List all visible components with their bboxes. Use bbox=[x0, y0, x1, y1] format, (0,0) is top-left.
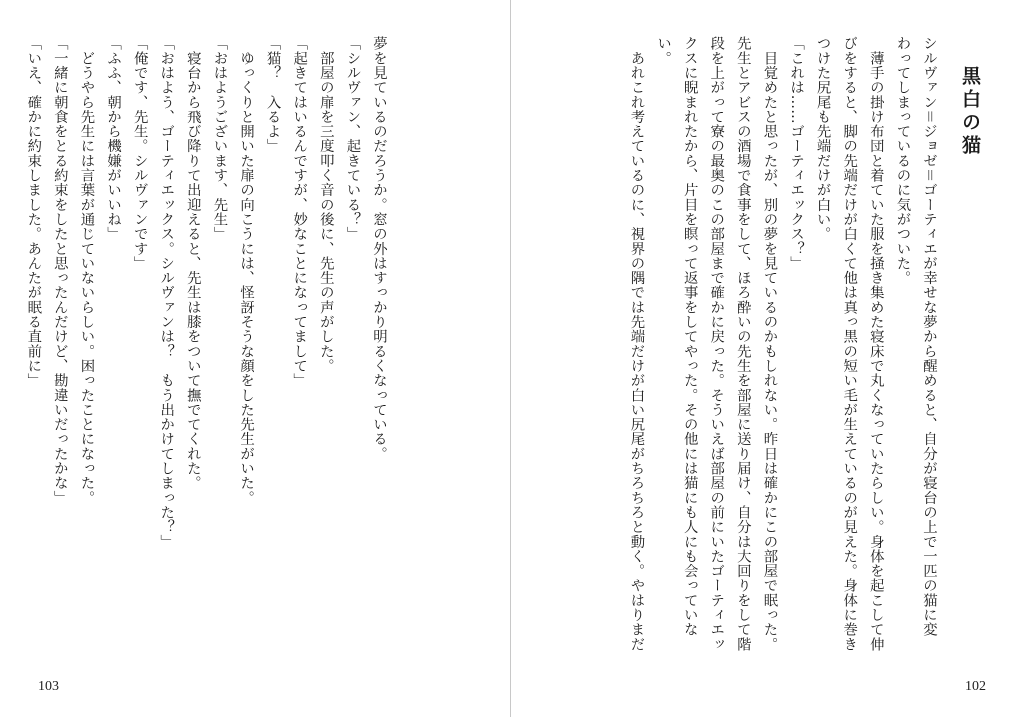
text-line: 寝台から飛び降りて出迎えると、先生は膝をついて撫でてくれた。 bbox=[184, 36, 201, 491]
left-page-body bbox=[25, 36, 392, 666]
text-line: シルヴァン＝ジョゼ＝ゴーティエが幸せな夢から醒めると、自分が寝台の上で一匹の猫に変 bbox=[921, 36, 937, 637]
right-page bbox=[511, 0, 1024, 717]
text-line: 部屋の扉を三度叩く音の後に、先生の声がした。 bbox=[317, 36, 334, 373]
text-line: 「いえ、確かに約束しました。あんたが眠る直前に」 bbox=[25, 36, 42, 388]
text-line: わってしまっているのに気がついた。 bbox=[894, 36, 911, 286]
text-line: 「起きてはいるんですが、妙なことになってまして」 bbox=[291, 36, 308, 388]
text-line: びをすると、脚の先端だけが白くて他は真っ黒の短い毛が生えているのが見えた。身体に巻き bbox=[841, 36, 858, 652]
text-line: 「一緒に朝食をとる約束をしたと思ったんだけど、勘違いだったかな」 bbox=[51, 36, 68, 505]
page-number: 103 bbox=[38, 679, 59, 694]
text-line: 夢を見ているのだろうか。窓の外はすっかり明るくなっている。 bbox=[371, 36, 387, 461]
text-line: 段を上がって寮の最奥のこの部屋まで確かに戻った。そういえば部屋の前にいたゴーティエッ bbox=[708, 36, 725, 652]
text-line: 先生とアビスの酒場で食事をして、ほろ酔いの先生を部屋に送り届け、自分は大回りをして階 bbox=[734, 36, 751, 652]
text-line: 「シルヴァン、起きている？」 bbox=[344, 36, 361, 242]
text-line: 「猫？ 入るよ」 bbox=[264, 36, 281, 154]
text-line: 「これは……ゴーティエックス？」 bbox=[788, 36, 805, 271]
text-line: 「俺です、先生。シルヴァンです」 bbox=[131, 36, 148, 271]
page-number: 102 bbox=[965, 679, 986, 694]
text-line: 目覚めたと思ったが、別の夢を見ているのかもしれない。昨日は確かにこの部屋で眠った。 bbox=[761, 36, 778, 652]
text-line: クスに睨まれたから、片目を瞑って返事をしてやった。その他には猫にも人にも会っていな bbox=[681, 36, 698, 637]
left-page bbox=[0, 0, 510, 717]
chapter-title: 黒白の猫 bbox=[959, 66, 981, 158]
text-line: 薄手の掛け布団と着ていた服を掻き集めた寝床で丸くなっていたらしい。身体を起こして伸 bbox=[867, 36, 884, 652]
text-line: 「おはよう、ゴーティエックス。シルヴァンは？ もう出かけてしまった？」 bbox=[158, 36, 175, 549]
text-line: 「ふふ、朝から機嫌がいいね」 bbox=[105, 36, 122, 242]
text-line: 「おはようございます、先生」 bbox=[211, 36, 228, 242]
text-line: どうやら先生には言葉が通じていないらしい。困ったことになった。 bbox=[78, 36, 95, 505]
text-line: つけた尻尾も先端だけが白い。 bbox=[814, 36, 831, 242]
right-page-body bbox=[628, 36, 942, 666]
text-line: ゆっくりと開いた扉の向こうには、怪訝そうな顔をした先生がいた。 bbox=[238, 36, 255, 505]
text-line: い。 bbox=[655, 36, 672, 66]
text-line: あれこれ考えているのに、視界の隅では先端だけが白い尻尾がちろちろと動く。やはりまだ bbox=[628, 36, 645, 652]
